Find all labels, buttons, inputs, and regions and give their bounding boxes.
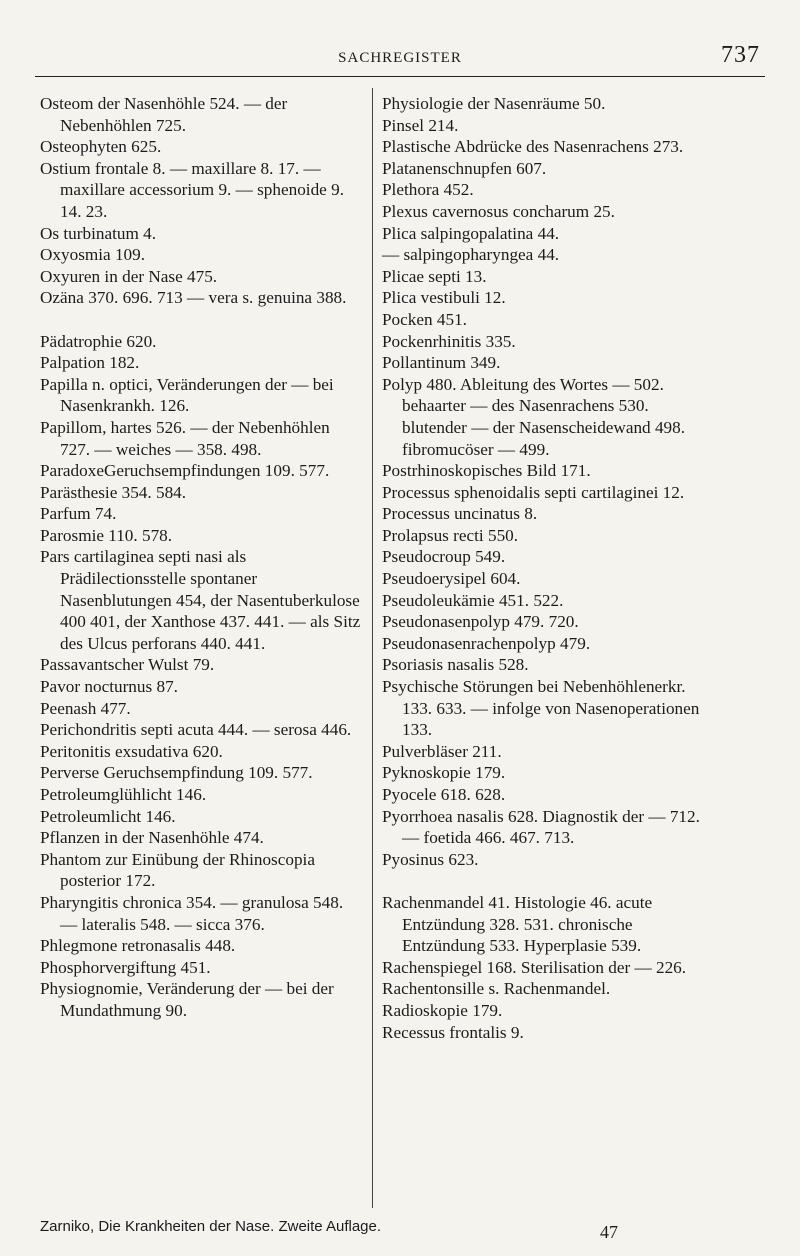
signature-mark: 47 bbox=[600, 1222, 618, 1242]
index-entry: Psychische Störungen bei Nebenhöhlenerkr. 133. 633. — infolge von Nasenoperationen 133. bbox=[382, 677, 704, 740]
index-entry: Pollantinum 349. bbox=[382, 353, 501, 373]
index-entry: Physiognomie, Veränderung der — bei der Mundathmung 90. bbox=[40, 979, 339, 1020]
index-entry: Pars cartilaginea septi nasi als Prädilectionsstelle spontaner Nasenblutungen 454, der Nasentuberkulose 400 401, der Xanthose 437. 441. — als Sitz des Ulcus perforans 440. 441. bbox=[40, 547, 365, 653]
index-entry: Plicae septi 13. bbox=[382, 266, 487, 286]
index-entry: Recessus frontalis 9. bbox=[382, 1022, 524, 1042]
index-entry: Pyknoskopie 179. bbox=[382, 763, 506, 783]
index-column-right bbox=[382, 93, 712, 1043]
index-entry: Pulverbläser 211. bbox=[382, 741, 502, 761]
index-entry: Phosphorvergiftung 451. bbox=[40, 957, 211, 977]
index-entry: Plica vestibuli 12. bbox=[382, 288, 506, 308]
index-entry: Petroleumglühlicht 146. bbox=[40, 785, 207, 804]
index-entry: Pseudoerysipel 604. bbox=[382, 569, 521, 589]
index-entry: Pflanzen in der Nasenhöhle 474. bbox=[40, 828, 264, 848]
index-entry: Peenash 477. bbox=[40, 698, 131, 718]
index-entry: Petroleumlicht 146. bbox=[40, 806, 176, 826]
index-entry: Processus sphenoidalis septi cartilaginei 12. bbox=[382, 482, 685, 502]
index-entry: Perverse Geruchsempfindung 109. 577. bbox=[40, 763, 313, 783]
index-entry: Processus uncinatus 8. bbox=[382, 504, 538, 524]
index-entry: Pocken 451. bbox=[382, 309, 467, 329]
index-entry: Parosmie 110. 578. bbox=[40, 525, 173, 545]
page-number: 737 bbox=[721, 42, 760, 68]
index-entry: Pavor nocturnus 87. bbox=[40, 677, 178, 697]
index-entry: ParadoxeGeruchsempfindungen 109. 577. bbox=[40, 461, 330, 481]
page-header-title: SACHREGISTER bbox=[338, 50, 462, 66]
index-entry: Radioskopie 179. bbox=[382, 1000, 503, 1020]
index-entry: Polyp 480. Ableitung des Wortes — 502. behaarter — des Nasenrachens 530. blutender — der Nasenscheidewand 498. fibromucöser — 499. bbox=[382, 374, 690, 459]
index-entry: Osteophyten 625. bbox=[40, 137, 162, 157]
index-entry: Pädatrophie 620. bbox=[40, 331, 157, 351]
index-entry: Peritonitis exsudativa 620. bbox=[40, 741, 223, 761]
index-entry: Rachentonsille s. Rachenmandel. bbox=[382, 979, 611, 999]
index-column-left bbox=[40, 93, 365, 1022]
index-entry: Plastische Abdrücke des Nasenrachens 273. bbox=[382, 137, 684, 157]
index-entry: Pseudoleukämie 451. 522. bbox=[382, 590, 564, 610]
index-entry: Os turbinatum 4. bbox=[40, 223, 157, 243]
index-entry: Pyocele 618. 628. bbox=[382, 785, 506, 804]
index-entry: Physiologie der Nasenräume 50. bbox=[382, 94, 606, 113]
index-entry: Osteom der Nasenhöhle 524. — der Nebenhöhlen 725. bbox=[40, 94, 292, 135]
index-entry: Postrhinoskopisches Bild 171. bbox=[382, 461, 591, 481]
index-entry: Pseudonasenrachenpolyp 479. bbox=[382, 633, 591, 653]
index-entry: — salpingopharyngea 44. bbox=[382, 245, 560, 265]
index-entry: Pyosinus 623. bbox=[382, 849, 479, 869]
index-entry: Platanenschnupfen 607. bbox=[382, 158, 547, 178]
index-entry: Ozäna 370. 696. 713 — vera s. genuina 388. bbox=[40, 288, 347, 308]
header-rule bbox=[35, 76, 765, 77]
index-entry: Plexus cavernosus concharum 25. bbox=[382, 201, 615, 221]
index-entry: Pseudonasenpolyp 479. 720. bbox=[382, 612, 579, 632]
column-divider bbox=[372, 88, 373, 1208]
index-entry: Ostium frontale 8. — maxillare 8. 17. — maxillare accessorium 9. — sphenoide 9. 14. 23. bbox=[40, 158, 349, 221]
letter-section-gap bbox=[382, 870, 712, 892]
index-entry: Pockenrhinitis 335. bbox=[382, 331, 516, 351]
index-entry: Pseudocroup 549. bbox=[382, 547, 506, 567]
index-entry: Prolapsus recti 550. bbox=[382, 525, 519, 545]
footer-citation: Zarniko, Die Krankheiten der Nase. Zweite Auflage. bbox=[40, 1218, 382, 1235]
index-entry: Parfum 74. bbox=[40, 504, 117, 524]
index-entry: Phlegmone retronasalis 448. bbox=[40, 936, 236, 956]
index-entry: Rachenspiegel 168. Sterilisation der — 226. bbox=[382, 957, 687, 977]
index-entry: Perichondritis septi acuta 444. — serosa 446. bbox=[40, 720, 352, 740]
index-entry: Phantom zur Einübung der Rhinoscopia posterior 172. bbox=[40, 849, 320, 891]
index-entry: Pinsel 214. bbox=[382, 115, 459, 135]
index-entry: Oxyuren in der Nase 475. bbox=[40, 266, 218, 286]
index-entry: Papilla n. optici, Veränderungen der — bei Nasenkrankh. 126. bbox=[40, 374, 338, 416]
index-entry: Passavantscher Wulst 79. bbox=[40, 655, 215, 675]
index-entry: Rachenmandel 41. Histologie 46. acute Entzündung 328. 531. chronische Entzündung 533. Hyperplasie 539. bbox=[382, 892, 657, 956]
index-entry: Plica salpingopalatina 44. bbox=[382, 223, 560, 243]
index-entry: Palpation 182. bbox=[40, 353, 140, 373]
index-entry: Parästhesie 354. 584. bbox=[40, 482, 187, 502]
index-entry: Plethora 452. bbox=[382, 180, 474, 200]
index-entry: Papillom, hartes 526. — der Nebenhöhlen 727. — weiches — 358. 498. bbox=[40, 417, 335, 459]
index-entry: Pyorrhoea nasalis 628. Diagnostik der — 712. — foetida 466. 467. 713. bbox=[382, 806, 705, 848]
index-entry: Oxyosmia 109. bbox=[40, 245, 146, 265]
index-entry: Pharyngitis chronica 354. — granulosa 548. — lateralis 548. — sicca 376. bbox=[40, 892, 348, 934]
letter-section-gap bbox=[40, 309, 362, 331]
index-entry: Psoriasis nasalis 528. bbox=[382, 655, 529, 675]
